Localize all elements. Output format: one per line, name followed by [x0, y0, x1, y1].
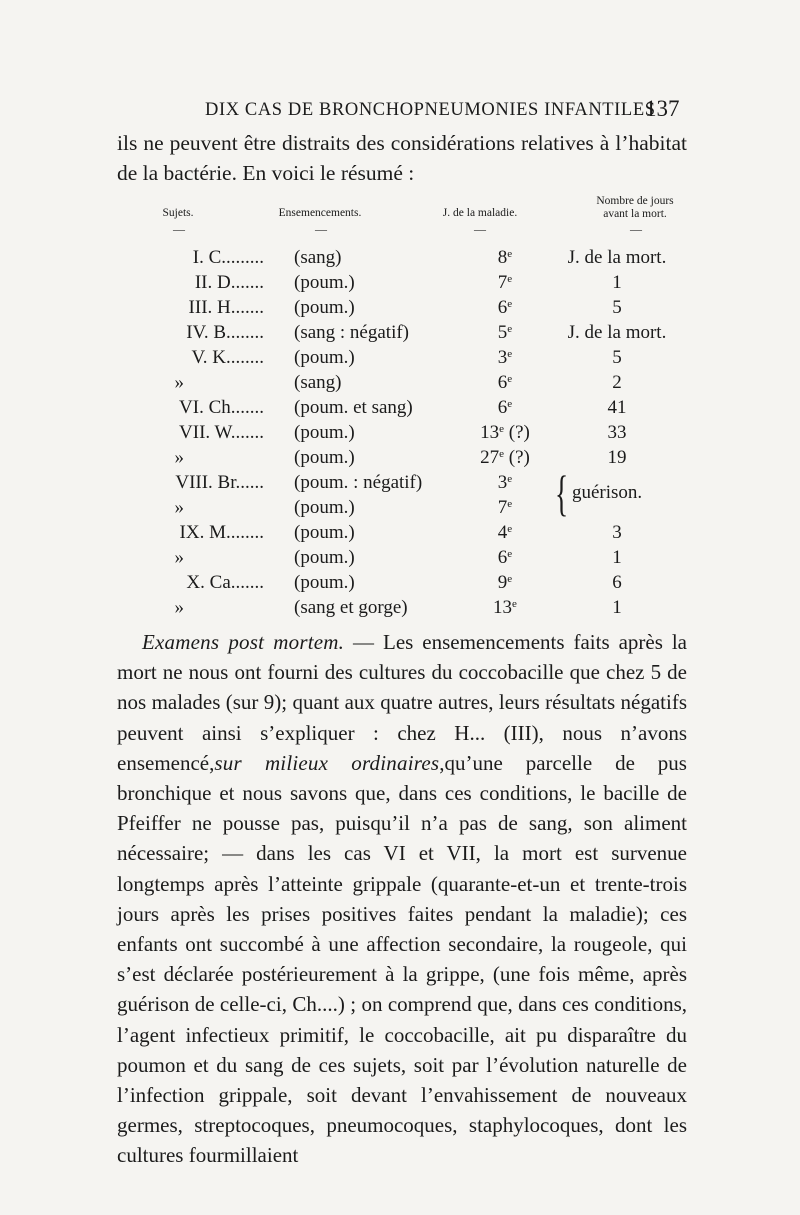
- day-suffix: e: [507, 323, 513, 335]
- body-text-italic: sur milieux ordinaires: [214, 750, 440, 775]
- grouping-brace: {: [555, 465, 569, 521]
- header-subjects: Sujets.: [162, 207, 194, 219]
- days-cell: J. de la mort.: [567, 247, 667, 268]
- culture-cell: (poum.): [294, 572, 355, 593]
- brace-label: guérison.: [572, 482, 643, 503]
- day-suffix: e: [499, 448, 505, 460]
- day-suffix: e: [507, 273, 513, 285]
- day-suffix: e: [507, 548, 513, 560]
- day-value: 6: [497, 547, 508, 568]
- subject-cell: X. Ca.......: [186, 572, 264, 593]
- subject-cell: II. D.......: [194, 272, 264, 293]
- culture-cell: (poum.): [294, 297, 355, 318]
- header-dash: —: [173, 222, 185, 236]
- day-value: 13: [480, 422, 500, 443]
- day-value: 6: [497, 297, 508, 318]
- table-row: [0, 445, 800, 471]
- days-cell: 5: [612, 297, 622, 318]
- header-days-line1: Nombre de jours: [596, 195, 674, 207]
- header-dash: —: [315, 222, 327, 236]
- days-cell: 19: [607, 447, 627, 468]
- header-day: J. de la maladie.: [442, 207, 518, 219]
- subject-cell: V. K........: [191, 347, 264, 368]
- day-suffix: e: [507, 573, 513, 585]
- day-suffix: e: [507, 348, 513, 360]
- subject-cell: VII. W.......: [179, 422, 264, 443]
- header-dash: —: [474, 222, 486, 236]
- table-row: [0, 495, 800, 521]
- header-days-before-death: [575, 195, 695, 221]
- table-row: [0, 545, 800, 571]
- table-row: [0, 245, 800, 271]
- day-cell: [455, 495, 555, 521]
- days-cell: 1: [612, 547, 622, 568]
- subject-cell: III. H.......: [188, 297, 264, 318]
- day-value: 27: [480, 447, 500, 468]
- day-value: 9: [497, 572, 508, 593]
- culture-cell: (sang : négatif): [294, 322, 410, 343]
- days-cell: 1: [612, 597, 622, 618]
- day-value: 3: [497, 472, 508, 493]
- table-row: [0, 595, 800, 621]
- table-row: [0, 520, 800, 546]
- header-cultures: Ensemencements.: [278, 207, 362, 219]
- day-suffix: e: [507, 373, 513, 385]
- culture-cell: (sang): [294, 247, 342, 268]
- culture-cell: (poum.): [294, 547, 355, 568]
- subject-cell: IX. M........: [179, 522, 264, 543]
- culture-cell: (poum.): [294, 522, 355, 543]
- culture-cell: (poum.): [294, 347, 355, 368]
- days-cell: 2: [612, 372, 622, 393]
- culture-cell: (poum.): [294, 422, 355, 443]
- day-suffix: e: [507, 398, 513, 410]
- days-cell: 1: [612, 272, 622, 293]
- body-text-part1: — Les ensemencements faits après la mort ne nous ont fourni des cultures du coccobacille que chez 5 de nos malades (sur 9); quant aux quatre autres, leurs résultats négatifs peuvent ainsi s’expliquer : chez H... (III), nous n’avons ensemencé,: [117, 630, 687, 775]
- subject-cell: IV. B........: [186, 322, 264, 343]
- days-cell: J. de la mort.: [567, 322, 667, 343]
- subject-cell: »: [174, 372, 184, 393]
- days-cell: 41: [607, 397, 627, 418]
- culture-cell: (poum.): [294, 272, 355, 293]
- table-row: [0, 370, 800, 396]
- table-row: [0, 420, 800, 446]
- day-value: 8: [497, 247, 508, 268]
- section-heading: Examens post mortem.: [142, 630, 345, 654]
- table-row: [0, 345, 800, 371]
- day-cell: [455, 470, 555, 496]
- body-text: [117, 627, 687, 1171]
- table-row: [0, 570, 800, 596]
- day-value: 13: [493, 597, 513, 618]
- table-row: [0, 395, 800, 421]
- day-note: (?): [508, 447, 530, 468]
- day-value: 5: [497, 322, 508, 343]
- day-suffix: e: [507, 523, 513, 535]
- intro-paragraph: [117, 128, 687, 188]
- day-value: 7: [497, 497, 508, 518]
- culture-cell: (sang): [294, 372, 342, 393]
- table-row: [0, 270, 800, 296]
- intro-text: ils ne peuvent être distraits des considérations relatives à l’habitat de la bactérie. En voici le résumé :: [117, 131, 687, 185]
- day-value: 6: [497, 372, 508, 393]
- header-days-line2: avant la mort.: [603, 208, 667, 220]
- page-number: 137: [645, 96, 680, 121]
- day-suffix: e: [507, 498, 513, 510]
- day-suffix: e: [507, 473, 513, 485]
- subject-cell: »: [174, 547, 184, 568]
- subject-cell: I. C.........: [192, 247, 264, 268]
- header-dash: —: [630, 222, 642, 236]
- running-head: DIX CAS DE BRONCHOPNEUMONIES INFANTILES: [205, 100, 656, 120]
- day-note: (?): [508, 422, 530, 443]
- days-cell: 3: [612, 522, 622, 543]
- culture-cell: (poum. et sang): [294, 397, 413, 418]
- day-value: 7: [497, 272, 508, 293]
- subject-cell: »: [174, 447, 184, 468]
- days-cell: 5: [612, 347, 622, 368]
- day-suffix: e: [507, 248, 513, 260]
- culture-cell: (poum. : négatif): [294, 472, 423, 493]
- culture-cell: (poum.): [294, 447, 355, 468]
- body-text-part2: ,qu’une parcelle de pus bronchique et nous savons que, dans ces conditions, le bacille de Pfeiffer ne pousse pas, puisqu’il n’a pas de sang, son aliment nécessaire; — dans les cas VI et VII, la mort est survenue longtemps après l’atteinte grippale (quarante-et-un et trente-trois jours après les prises positives faites pendant la maladie); ces enfants ont succombé à une affection secondaire, la rougeole, qui s’est déclarée postérieurement à la grippe, (une fois même, après guérison de celle-ci, Ch....) ; on comprend que, dans ces conditions, l’agent infectieux primitif, le coccobacille, ait pu disparaître du poumon et du sang de ces sujets, soit par l’évolution naturelle de l’infection grippale, soit devant l’envahissement de nouveaux germes, streptocoques, pneumocoques, staphylocoques, dont les cultures fourmillaient: [117, 750, 687, 1168]
- body-paragraph: [117, 627, 687, 1171]
- table-row: [0, 470, 800, 496]
- subject-cell: »: [174, 597, 184, 618]
- table-row: [0, 295, 800, 321]
- table-row: [0, 320, 800, 346]
- day-value: 4: [497, 522, 508, 543]
- day-suffix: e: [512, 598, 517, 610]
- days-cell: 33: [607, 422, 627, 443]
- day-suffix: e: [499, 423, 505, 435]
- days-cell: 6: [612, 572, 622, 593]
- day-value: 6: [497, 397, 508, 418]
- subject-cell: »: [174, 497, 184, 518]
- subject-cell: VI. Ch.......: [179, 397, 264, 418]
- culture-cell: (sang et gorge): [294, 597, 408, 618]
- subject-cell: VIII. Br......: [175, 472, 264, 493]
- day-suffix: e: [507, 298, 513, 310]
- culture-cell: (poum.): [294, 497, 355, 518]
- day-value: 3: [497, 347, 508, 368]
